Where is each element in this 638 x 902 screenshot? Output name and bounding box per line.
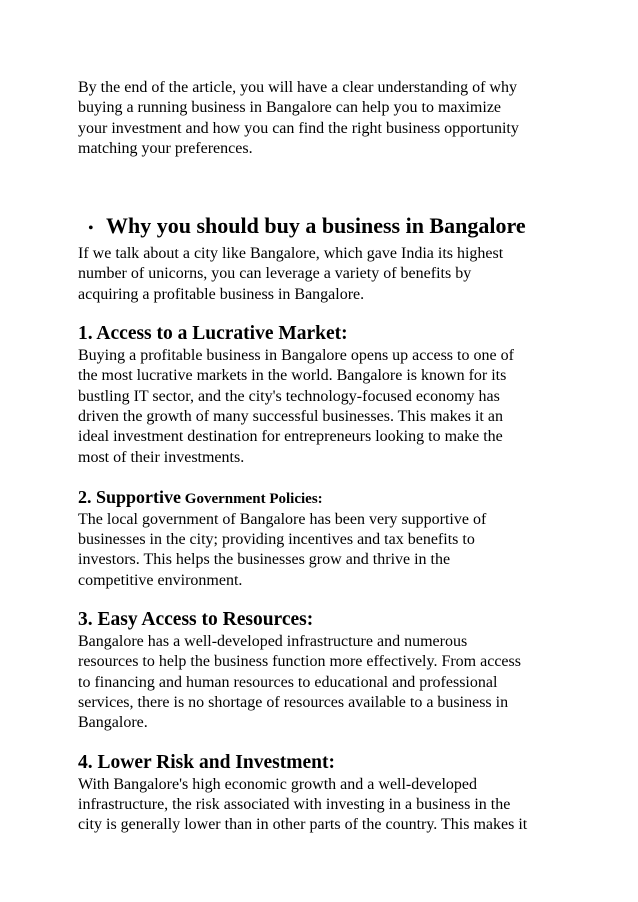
section-easy-access-resources [78,608,578,733]
section-lower-risk [78,751,578,836]
section-heading-part-2: Government Policies: [181,490,323,507]
bullet-heading [78,212,578,243]
section-heading: 4. Lower Risk and Investment: [78,751,335,773]
bullet-icon: • [88,220,94,238]
section-heading: 3. Easy Access to Resources: [78,609,314,631]
document-body [78,78,578,835]
section-government-policies [78,485,578,591]
section-paragraph: The local government of Bangalore has been very supportive of businesses in the city; providing incentives and tax benefits to investors. This helps the businesses grow and thrive in the competitive environment. [78,510,487,589]
section-heading [78,485,578,510]
section-paragraph: With Bangalore's high economic growth and a well-developed infrastructure, the risk associated with investing in a business in the city is generally lower than in other parts of the country. This makes it [78,775,528,834]
section-title-why-buy: Why you should buy a business in Bangalore [106,213,526,239]
why-buy-paragraph: If we talk about a city like Bangalore, which gave India its highest number of unicorns, you can leverage a variety of benefits by acquiring a profitable business in Bangalore. [78,245,504,303]
section-paragraph: Bangalore has a well-developed infrastructure and numerous resources to help the business function more effectively. From access to financing and human resources to educational and professional services, there is no shortage of resources available to a business in Bangalore. [78,633,521,732]
section-heading-part-1: 2. Supportive [78,486,182,507]
section-heading: 1. Access to a Lucrative Market: [78,323,348,345]
section-lucrative-market [78,322,578,468]
section-paragraph: Buying a profitable business in Bangalore opens up access to one of the most lucrative markets in the world. Bangalore is known for its bustling IT sector, and the city's technology-focused economy has driven the growth of many successful businesses. This makes it an ideal investment destination for entrepreneurs looking to make the most of their investments. [78,347,514,466]
intro-paragraph: By the end of the article, you will have a clear understanding of why buying a running business in Bangalore can help you to maximize your investment and how you can find the right business opportunity matching your preferences. [78,79,519,157]
